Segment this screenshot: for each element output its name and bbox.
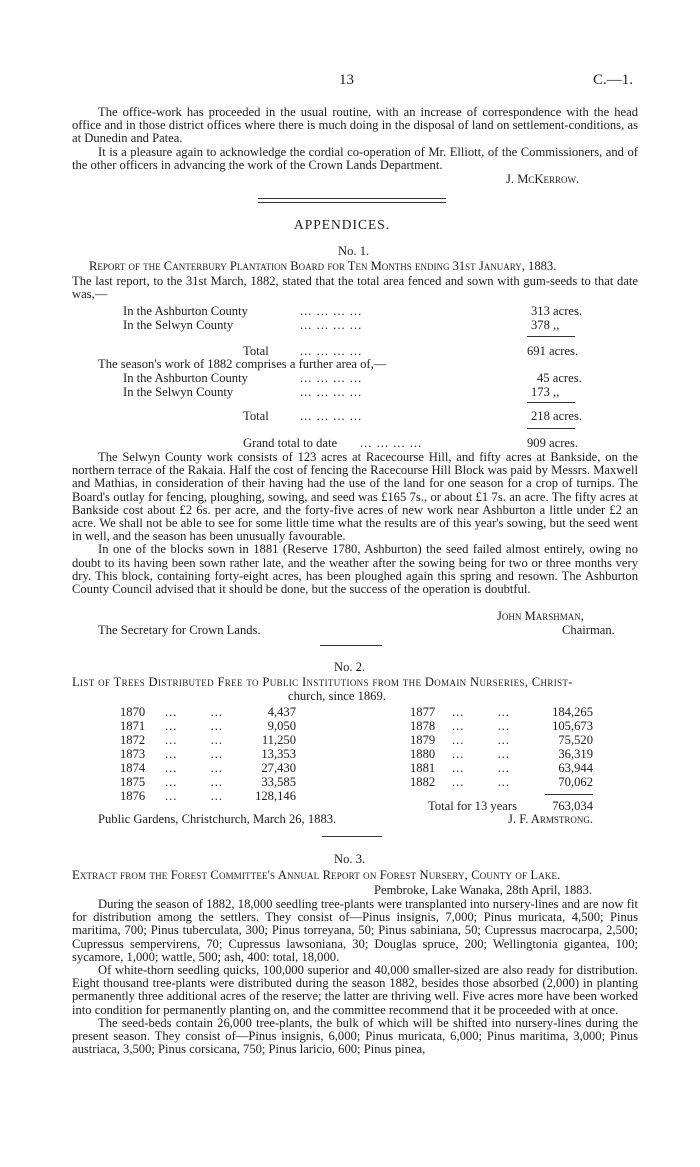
year: 1878 xyxy=(410,719,436,733)
appendices-title: APPENDICES. xyxy=(294,217,391,232)
no2-left-row xyxy=(120,775,145,790)
year: 1872 xyxy=(120,733,146,747)
year: 1874 xyxy=(120,761,146,775)
leader-dots: ... ... ... ... xyxy=(300,385,363,399)
leader-dots: ... ... xyxy=(165,789,224,803)
no1-row-selwyn-value: 378 ,, xyxy=(531,318,560,332)
leader-dots: ... ... xyxy=(165,705,224,719)
no1-row2-ashburton: In the Ashburton County xyxy=(123,371,248,385)
no2-right-row xyxy=(410,775,435,790)
no2-left-count: 27,430 xyxy=(261,761,296,775)
no1-heading: No. 1. xyxy=(338,244,370,258)
intro-paragraph-1: The office-work has proceeded in the usual routine, with an increase of correspondence with the head office and in those district offices where there is much doing in the disposal of land on settlement-conditions, as at Dunedin and Patea. xyxy=(72,105,638,146)
no1-row-ashburton-value: 313 acres. xyxy=(531,304,583,318)
no1-body-paragraph-1: The Selwyn County work consists of 123 acres at Racecourse Hill, and fifty acres at Bankside, on the northern terrace of the Rakaia. Half the cost of fencing the Racecourse Hill Block was paid by Messrs. Maxwell and Mathias, in consideration of their having had the use of the land for one season for a crop of turnips. The Board's outlay for fencing, ploughing, sowing, and seed was £165 7s., or about £1 7s. an acre. The fifty acres at Bankside cost about £2 6s. per acre, and the forty-five acres of new work near Ashburton a little under £2 an acre. We shall not be able to see for some little time what the results are of this year's sowing, but the seed went in well, and the season has been unusually favourable. xyxy=(72,450,638,544)
leader-dots: ... ... xyxy=(165,733,224,747)
no3-body xyxy=(72,898,638,1056)
no2-right-row xyxy=(410,761,435,776)
no1-addressee: The Secretary for Crown Lands. xyxy=(98,623,261,637)
no2-right-count: 105,673 xyxy=(552,719,593,733)
year: 1870 xyxy=(120,705,146,719)
year: 1876 xyxy=(120,789,146,803)
no1-row-ashburton: In the Ashburton County xyxy=(123,304,248,318)
no1-body-paragraph-2: In one of the blocks sown in 1881 (Reserve 1780, Ashburton) the seed failed almost entirely, owing no doubt to its having been sown rather late, and the weather after the sowing being for two or three months very dry. This block, containing forty-eight acres, has been ploughed again this spring and resown. The Ashburton County Council advised that it should be done, but the success of the operation is doubtful. xyxy=(72,542,638,597)
no2-left-row xyxy=(120,747,145,762)
no1-total1-value: 691 acres. xyxy=(527,344,579,358)
no2-right-row xyxy=(410,733,435,748)
no1-lead2: The season's work of 1882 comprises a further area of,— xyxy=(98,357,387,371)
year: 1882 xyxy=(410,775,436,789)
no2-left-row xyxy=(120,733,145,748)
no3-paragraph-1: During the season of 1882, 18,000 seedling tree-plants were transplanted into nursery-lines and are now fit for distribution among the settlers. They consist of—Pinus insignis, 7,000; Pinus muricata, 4,500; Pinus maritima, 700; Pinus tuberculata, 300; Pinus torreyana, 50; Pinus sabiniana, 50; Cupressus macrocarpa, 2,500; Cupressus sempervirens, 70; Cupressus lawsoniana, 30; Douglas spruce, 200; Wellingtonia gigantea, 100; sycamore, 1,000; wattle, 500; ash, 400: total, 18,000. xyxy=(72,897,638,964)
no1-lead-text: The last report, to the 31st March, 1882, stated that the total area fenced and sown with gum-seeds to that date was,— xyxy=(72,274,638,302)
leader-dots: ... ... ... ... xyxy=(300,344,363,358)
no2-right-count: 70,062 xyxy=(558,775,593,789)
no2-left-row xyxy=(120,705,145,720)
no2-left-count: 128,146 xyxy=(255,789,296,803)
year: 1873 xyxy=(120,747,146,761)
section-divider xyxy=(258,198,446,199)
no2-right-row xyxy=(410,705,435,720)
sum-rule xyxy=(527,402,575,403)
page-number: 13 xyxy=(339,72,354,88)
leader-dots: ... ... ... ... xyxy=(360,436,423,450)
no1-signer-title: Chairman. xyxy=(562,623,615,637)
no1-total2-label: Total xyxy=(243,409,269,423)
no2-left-row xyxy=(120,789,145,804)
sum-rule xyxy=(527,428,575,429)
leader-dots: ... ... xyxy=(452,719,511,733)
no2-right-row xyxy=(410,747,435,762)
no2-right-row xyxy=(410,719,435,734)
year: 1877 xyxy=(410,705,436,719)
no1-total2-value: 218 acres. xyxy=(531,409,583,423)
no2-total-value: 763,034 xyxy=(552,799,593,813)
year: 1871 xyxy=(120,719,146,733)
no1-total1-label: Total xyxy=(243,344,269,358)
no3-paragraph-3: The seed-beds contain 26,000 tree-plants, the bulk of which will be shifted into nursery-lines during the present season. They consist of—Pinus insignis, 6,000; Pinus muricata, 6,000; Pinus maritima, 3,000; Pinus austriaca, 3,500; Pinus corsicana, 750; Pinus laricio, 600; Pinus pinea, xyxy=(72,1015,638,1057)
leader-dots: ... ... xyxy=(165,761,224,775)
leader-dots: ... ... xyxy=(452,733,511,747)
no2-left-count: 33,585 xyxy=(261,775,296,789)
no2-left-count: 11,250 xyxy=(261,733,296,747)
leader-dots: ... ... ... ... xyxy=(300,409,363,423)
document-reference: C.—1. xyxy=(593,72,634,88)
leader-dots: ... ... xyxy=(452,747,511,761)
no2-right-count: 184,265 xyxy=(552,705,593,719)
no2-title-line-2: church, since 1869. xyxy=(288,689,386,703)
section-divider xyxy=(322,836,382,837)
no3-place-date: Pembroke, Lake Wanaka, 28th April, 1883. xyxy=(374,883,593,897)
no2-left-row xyxy=(120,719,145,734)
leader-dots: ... ... xyxy=(165,719,224,733)
sum-rule xyxy=(545,794,593,795)
no2-title-line-1: List of Trees Distributed Free to Public Institutions from the Domain Nurseries, Christ- xyxy=(72,675,573,689)
no2-total-label: Total for 13 years xyxy=(428,799,517,813)
no2-left-count: 13,353 xyxy=(261,747,296,761)
no2-right-count: 75,520 xyxy=(558,733,593,747)
no2-heading: No. 2. xyxy=(334,660,366,674)
year: 1879 xyxy=(410,733,436,747)
year: 1875 xyxy=(120,775,146,789)
no1-grand-label: Grand total to date xyxy=(243,436,338,450)
sum-rule xyxy=(527,336,575,337)
leader-dots: ... ... ... ... xyxy=(300,371,363,385)
leader-dots: ... ... xyxy=(452,761,511,775)
year: 1881 xyxy=(410,761,436,775)
no2-left-count: 9,050 xyxy=(267,719,296,733)
section-divider xyxy=(320,645,382,646)
no2-right-count: 63,944 xyxy=(558,761,593,775)
section-divider xyxy=(258,202,446,203)
leader-dots: ... ... xyxy=(452,705,511,719)
no3-paragraph-2: Of white-thorn seedling quicks, 100,000 superior and 40,000 smaller-sized are also ready for distribution. Eight thousand tree-plants were distributed during the season 1882, besides those absorbed (2,000) in planting permanently three additional acres of the reserve; the latter are thriving well. Five acres more have been worked into condition for permanently planting on, and the committee recommend that it be proceeded with at once. xyxy=(72,963,638,1017)
leader-dots: ... ... xyxy=(452,775,511,789)
no1-lead xyxy=(72,275,638,301)
no1-row2-selwyn-value: 173 ,, xyxy=(531,385,560,399)
no3-heading: No. 3. xyxy=(334,852,366,866)
no2-place-date: Public Gardens, Christchurch, March 26, 1883. xyxy=(98,812,337,826)
no3-title: Extract from the Forest Committee's Annual Report on Forest Nursery, County of Lake. xyxy=(72,868,561,882)
no1-grand-value: 909 acres. xyxy=(527,436,579,450)
no1-body xyxy=(72,451,638,596)
intro-text xyxy=(72,106,638,172)
no2-left-count: 4,437 xyxy=(267,705,296,719)
intro-signature: J. McKerrow. xyxy=(506,172,580,186)
leader-dots: ... ... xyxy=(165,775,224,789)
no1-row2-ashburton-value: 45 acres. xyxy=(537,371,582,385)
leader-dots: ... ... ... ... xyxy=(300,304,363,318)
no1-row-selwyn: In the Selwyn County xyxy=(123,318,234,332)
no2-right-count: 36,319 xyxy=(558,747,593,761)
no1-title: Report of the Canterbury Plantation Board for Ten Months ending 31st January, 1883. xyxy=(89,259,557,273)
leader-dots: ... ... ... ... xyxy=(300,318,363,332)
year: 1880 xyxy=(410,747,436,761)
intro-paragraph-2: It is a pleasure again to acknowledge the cordial co-operation of Mr. Elliott, of the Commissioners, and of the other officers in advancing the work of the Crown Lands Department. xyxy=(72,144,638,172)
no2-left-row xyxy=(120,761,145,776)
no1-signer: John Marshman, xyxy=(497,609,584,623)
no1-row2-selwyn: In the Selwyn County xyxy=(123,385,234,399)
no2-signer: J. F. Armstrong. xyxy=(508,812,594,826)
leader-dots: ... ... xyxy=(165,747,224,761)
